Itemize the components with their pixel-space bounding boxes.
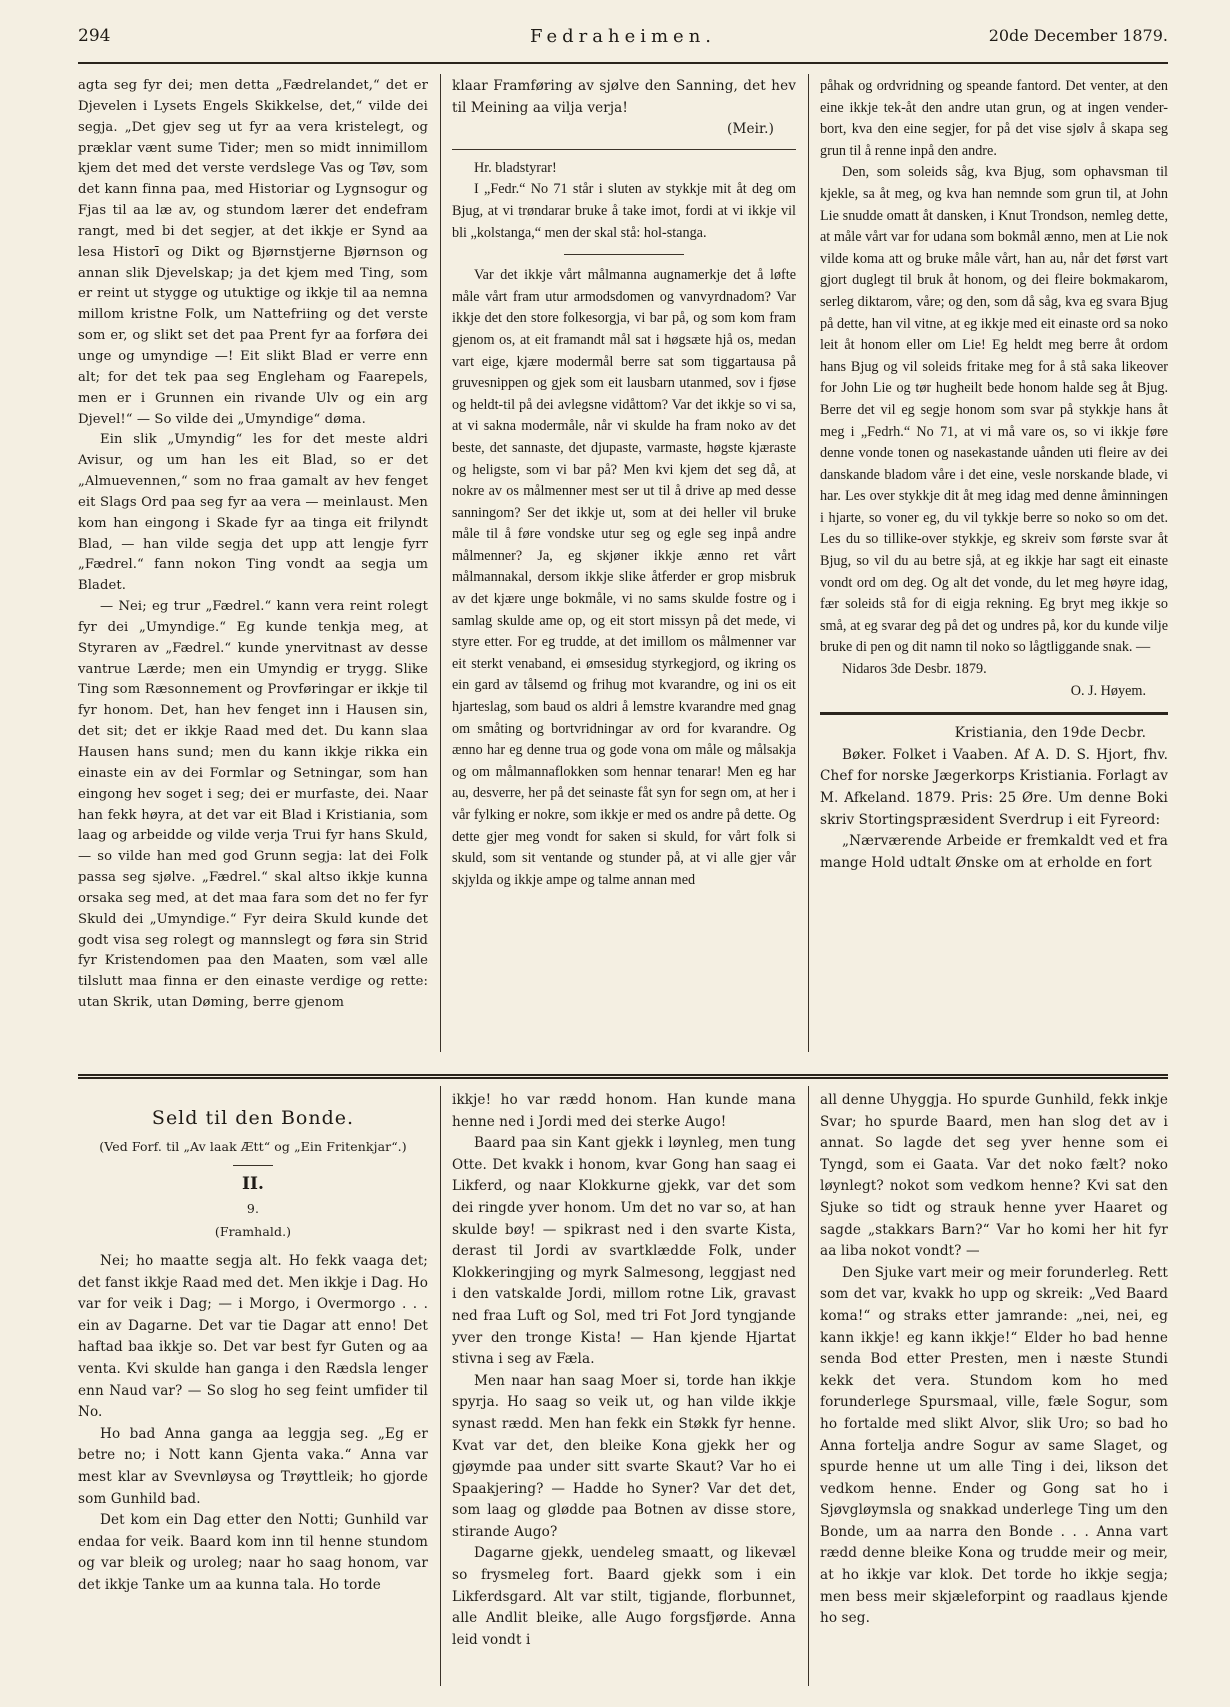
header-rule [78, 62, 1168, 64]
chapter-number: II. [241, 1174, 265, 1195]
paragraph: Ho bad Anna ganga aa leggja seg. „Eg er betre no; i Nott kann Gjenta vaka.“ Anna var mest klar av Svevnløysa og Trøyttleik; ho gjorde som Gunhild bad. [78, 1425, 428, 1507]
top-column-1 [78, 76, 428, 1014]
paragraph: Den Sjuke vart meir og meir forunderleg. Rett som det var, kvakk ho upp og skreik: „Ved Baard koma!“ og straks etter jamrande: „nei, nei, eg kann ikkje! eg kann ikkje!“ Elder ho bad henne senda Bod etter Presten, men i næste Stundi kekk det vera. Stundom kom ho med forunderlege Spursmaal, ville, fæle Sogur, som ho fortalde med slikt Alvor, slik Uro; so bad ho Anna fortelja andre Sogur av same Slaget, og spurde henne ut um alle Ting i dei, likson det vedkom henne. Ender og Gong sat ho i Sjøvgløymsla og snakkad underlege Ting um den Bonde, um aa narra den Bonde . . . Anna vart rædd denne bleike Kona og trudde meir og meir, at ho ikkje var klok. Det torde ho ikkje segja; men bess meir skjæleforpint og raadlaus kjende ho seg. [820, 1264, 1168, 1627]
column-divider [808, 1086, 809, 1686]
continuation-mark: (Meir.) [727, 121, 774, 138]
feuilleton-divider [78, 1074, 1168, 1079]
paragraph: — Nei; eg trur „Fædrel.“ kann vera reint rolegt fyr dei „Umyndige.“ Eg kunde tenkja meg, at Styraren av „Fædrel.“ kunde ynervitnast av desse vantrue Lærde; men ein Umyndig er trygg. Slike Ting som Ræsonnement og Provføringar er ikkje til fyr honom. Det, han hev fenget inn i Hausen sin, det sit; det er ikkje Raad med det. Du kann slaa Hausen hans sund; men du kann ikkje rikka ein einaste ein av dei Formlar og Setningar, som han eingong hev soget i seg; dei er murfaste, dei. Naar han fekk høyra, at det var eit Blad i Kristiania, som laag og arbeidde og vilde verja Trui fyr hans Skuld, — so vilde han med god Grunn segja: lat dei Folk passa seg sjølve. „Fædrel.“ skal altso ikkje kunna orsaka seg med, at det maa fara som det no fer fyr Skuld dei „Umyndige.“ Fyr deira Skuld kunde det godt visa seg rolegt og mannslegt og føra sin Strid fyr Kristendomen paa den Maaten, som væl alle tilslutt maa finna er den einaste verdige og rette: utan Skrik, utan Døming, berre gjenom [78, 599, 428, 1011]
newspaper-title: Fedraheimen. [529, 26, 717, 47]
paragraph: all denne Uhyggja. Ho spurde Gunhild, fekk inkje Svar; ho spurde Baard, men han slog det av i annat. So lagde det seg yver henne som ei Tyngd, som ei Gaata. Var det noko fælt? noko løynlegt? nokot som vedkom henne? Kvi sat den Sjuke so tidt og strauk henne yver Haaret og sagde „stakkars Barn?“ Var ho komi her hit fyr aa liba nokot vondt? — [820, 1092, 1168, 1260]
paragraph: klaar Framføring av sjølve den Sanning, det hev til Meining aa vilja verja! [452, 78, 796, 116]
column-divider [440, 1086, 441, 1686]
paragraph: Ein slik „Umyndig“ les for det meste aldri Avisur, og um han les eit Blad, so er det „Almuevennen,“ som no fraa gamalt av hev fenget eit Slags Ord paa seg fyr aa vera — meinlaust. Men kom han eingong i Skade fyr aa tinga eit frilyndt Blad, — han vilde segja det upp att lengje fyrr „Fædrel.“ fann nokon Ting vondt aa segja um Bladet. [78, 432, 428, 594]
paragraph: Nei; ho maatte segja alt. Ho fekk vaaga det; det fanst ikkje Raad med det. Men ikkje i Dag. Ho var for veik i Dag; — i Morgo, i Overmorgo . . . ein av Dagarne. Det var tie Dagar att enno! Det haftad baa ikkje so. Det var best fyr Guten og aa venta. Kvi skulde han ganga i den Rædsla lenger enn Naud var? — So slog ho seg feint umfider til No. [78, 1252, 428, 1421]
paragraph: Baard paa sin Kant gjekk i løynleg, men tung Otte. Det kvakk i honom, kvar Gong han saag ei Likferd, og naar Klokkurne gjekk, var det som dei ringde yver honom. Um det no var so, at han skulde bøy! — spikrast ned i den svarte Kista, derast til Jordi av svartklædde Folk, under Klokkeringjing og myrk Salmesong, leggjast ned i den vatskalde Jordi, millom rotne Lik, gravast ned fraa Luft og Sol, med tri Fot Jord tyngjande yver den tronge Kista! — Han kjende Hjartat stivna i seg av Fæla. [452, 1135, 796, 1368]
story-title: Seld til den Bonde. [151, 1107, 355, 1129]
paragraph: „Nærværende Arbeide er fremkaldt ved et fra mange Hold udtalt Ønske om at erholde en fort [820, 833, 1168, 871]
page-header [78, 22, 1168, 52]
page-number: 294 [78, 26, 111, 46]
letter-salutation: Hr. bladstyrar! [474, 159, 557, 176]
place-date: Nidaros 3de Desbr. 1879. [842, 661, 987, 678]
paragraph: Men naar han saag Moer si, torde han ikkje spyrja. Ho saag so veik ut, og han vilde ikkje synast rædd. Men han fekk ein Støkk fyr henne. Kvat var det, den bleike Kona gjekk her og gjøymde paa under sitt svarte Skaut? Var ho ei Spaakjering? — Hadde ho Syner? Var det det, som laag og glødde paa Botnen av disse store, stirande Augo? [452, 1372, 796, 1540]
story-column-1 [78, 1090, 428, 1596]
top-column-2 [452, 76, 796, 891]
story-column-2 [452, 1090, 796, 1651]
column-divider [440, 74, 441, 1052]
paragraph: påhak og ordvridning og speande fantord. Det venter, at den eine ikkje tek-åt den andre utan grun, og at ingen vender-bort, kva den eine segjer, for på det vise sjølv å skapa seg grun til å renne inpå den andre. [820, 78, 1168, 159]
section-divider [820, 712, 1168, 715]
continued-note: (Framhald.) [214, 1224, 292, 1240]
paragraph: Dagarne gjekk, uendeleg smaatt, og likevæl so frysmeleg fort. Baard gjekk som i ein Likferdsgard. Alt var stilt, tigjande, florbunnet, alle Andlit bleike, alle Augo forgsfjørde. Anna leid vondt i [452, 1545, 796, 1648]
letter-signature: O. J. Høyem. [1070, 682, 1146, 699]
top-column-3 [820, 76, 1168, 874]
kristiania-heading: Kristiania, den 19de Decbr. [954, 725, 1146, 742]
column-divider [808, 74, 809, 1052]
divider [564, 254, 684, 255]
paragraph: Bøker. Folket i Vaaben. Af A. D. S. Hjort, fhv. Chef for norske Jægerkorps Kristiania. Forlagt av M. Afkeland. 1879. Pris: 25 Øre. Um denne Boki skriv Stortingspræsident Sverdrup i eit Fyreord: [820, 746, 1168, 828]
paragraph: Var det ikkje vårt målmanna augnamerkje det å løfte måle vårt fram utur armodsdomen og vanvyrdnadom? Var ikkje det den store folkesorgja, vi bar på, og som kom fram gjenom os, at eit framandt mål sat i høgsæte hjå os, medan vart eige, kjære modermål berre sat som tiggartausa på gruvesnippen og gjek som eit lausbarn utanmed, sov i fjøse og heldt-til på dei avlegsne vidåttom? Var det ikkje so vi sa, at vi sakna modermåle, når vi skulde ha fram noko av det beste, det sannaste, det djupaste, varmaste, høgste kjæraste og heligste, som vi bar på? Men kvi kjem det seg då, at nokre av os målmenner mest ser ut til å drive ap med desse sanningom? Ser det ikkje ut, som at dei heller vil bruke måle til å føre vondske utur seg og egle seg inpå andre målmenner? Ja, eg skjøner ikkje ænno ret vårt målmannakal, dersom ikkje slike åtferder er grop misbruk av det kjære unge bokmåle, vi no sams skulde fostre og i samlag skulde ame op, og eit stort missyn på det mede, vi styre etter. For eg trudde, at det imillom os målmenner var eit sterkt venaband, ei ømsesidug styrkegjord, og ikring os ein gard av tålsemd og frihug mot kvarandre, og ini os eit hjarteslag, som baud os aldri å lemstre kvarandre med gnag om småting og bortvridningar av ord for kvarandre. Og ænno har eg denne trua og gode vona om måle og målsakja og om målmannaflokken som hennar tenarar! Men eg har au, desverre, her på det seinaste fåt syn for segn om, at her i vår fylking er nokre, som ikkje er med os andre på dette. Og dette gjer meg vondt for saken si skuld, for vårt folk si skuld, som sit ventande og stunder på, at vi alle gjer vår skjylda og ikkje ampe og talme annan med [452, 267, 796, 888]
section-divider [452, 149, 796, 150]
story-byline: (Ved Forf. til „Av laak Ætt“ og „Ein Fritenkjar“.) [99, 1138, 407, 1154]
paragraph: agta seg fyr dei; men detta „Fædrelandet,“ det er Djevelen i Lysets Engels Skikkelse, det,“ vilde dei segja. „Det gjev seg ut fyr aa vera kristelegt, og præklar vænt sume Tider; men so midt innimillom kjem det med det verste verdslege Vas og Tøv, som det kann finna paa, med Historiar og Lygnsogur og Fjas til aa læ av, og stundom lærer det endefram rangt, med bi det segjer, at det ikkje er Synd aa lesa Historī og Dikt og Bjørnstjerne Bjørnson og annan slik Djevelskap; ja det kjem med Ting, som er reint ut stygge og utuktige og ikkje til aa nemna millom kristne Folk, um Nattefriing og det verste som er, og slikt set det paa Prent fyr aa forføra dei unge og umyndige —! Eit slikt Blad er verre enn alt; for det tek paa seg Engleham og Faarepels, men er i Grunnen ein rivande Ulv og ein arg Djevel!“ — So vilde dei „Umyndige“ døma. [78, 78, 428, 427]
paragraph: Den, som soleids såg, kva Bjug, som ophavsman til kjekle, sa åt meg, og kva han nemnde som grun til, at John Lie snudde omatt åt dansken, i Knut Trondson, nemleg dette, at måle vårt var for udana som bokmål ænno, men at Lie nok vilde koma att og bruke måle vårt, han au, når det først vart gjort duglegt til bruk åt honom, og dei fleire bokmakarom, serleg diktarom, våre; og den, som då såg, kva eg svara Bjug på dette, han vil vitne, at eg ikkje med eit einaste ord sa noko leit åt honom eller om Lie! Eg heldt meg berre åt ordom hans Bjug og vil soleids fritake meg for å stå saka likeover for John Lie og tør hugheilt bede honom halde seg åt Bjug. Berre det vil eg segje honom som svar på stykkje hans åt meg i „Fedrh.“ No 71, at vi må vare os, so vi ikkje føre denne vonde tonen og nasekastande uånden uti fleire av dei danskande bladom våre i det eine, vesle norskande blade, vi har. Les over stykkje dit åt meg idag med denne åminningen i hjarte, so voner eg, du vil tykkje berre so noko so om det. Les du so tillike-over stykkje, eg skreiv som første svar åt Bjug, so vil du au betre sjå, at eg ikkje har sagt eit einaste vondt ord om deg. Og alt det vonde, du let meg høyre idag, fær soleids stå for di eigja rekning. Eg bryt meg ikkje so små, at eg svarar deg på det og undres på, kor du kunde vilje bruke di pen og dit namn til noko so lågtliggande snak. — [820, 164, 1168, 656]
story-column-3 [820, 1090, 1168, 1630]
paragraph: Det kom ein Dag etter den Notti; Gunhild var endaa for veik. Baard kom inn til henne stundom og var bleik og uroleg; naar ho saag honom, var det ikkje Tanke um aa kunna tala. Ho torde [78, 1512, 428, 1593]
letter-body: I „Fedr.“ No 71 står i sluten av stykkje mit åt deg om Bjug, at vi trøndarar bruke å take imot, fordi at vi ikkje vil bli „kolstanga,“ men der skal stå: hol-stanga. [452, 181, 796, 241]
section-number: 9. [246, 1200, 260, 1216]
issue-date: 20de December 1879. [988, 26, 1168, 45]
divider [233, 1165, 273, 1166]
paragraph: ikkje! ho var rædd honom. Han kunde mana henne ned i Jordi med dei sterke Augo! [452, 1092, 796, 1130]
